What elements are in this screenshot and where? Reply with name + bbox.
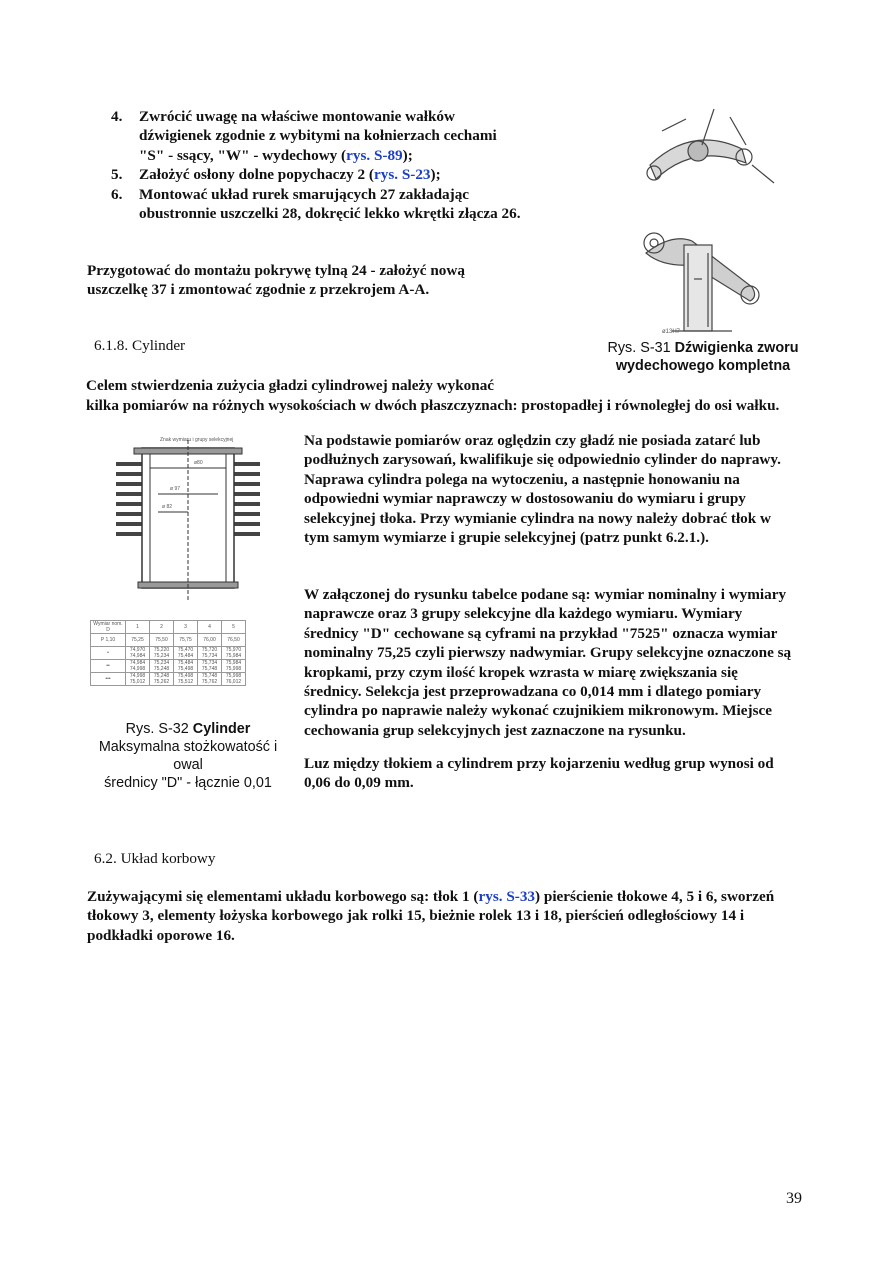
table-cell: 75,734 75,748 [198, 660, 222, 673]
drawing-label: ø13H7 [662, 329, 681, 335]
step-text: Zwrócić uwagę na właściwe montowanie wałków dźwigienek zgodnie z wybitymi na kołnierzach cechami "S" - ssący, "W" - wydechowy ( [139, 108, 497, 164]
table-cell: 75,234 75,248 [150, 660, 174, 673]
cylinder-paragraph-1: Na podstawie pomiarów oraz oględzin czy gładź nie posiada zatarć lub podłużnych zarysowań, kwalifikuje się odpowiednio cylinder do naprawy. Naprawa cylindra polega na wytoczeniu, a następnie honowaniu na odpowiedni wymiar naprawczy w dostosowaniu do wymiaru i grupy selekcyjnej tłoka. Przy wymianie cylindra na nowy należy dobrać tłok w tym samym wymiarze i grupie selekcyjnej (patrz punkt 6.2.1.). [304, 432, 781, 547]
table-cell: 75,498 75,512 [174, 673, 198, 686]
section-heading-crank: 6.2. Układ korbowy [94, 850, 216, 867]
step-text-tail: ); [430, 166, 441, 184]
drawing-note: Znak wymiaru i grupy selekcyjnej [160, 437, 234, 443]
cylinder-paragraph-2: W załączonej do rysunku tabelce podane są: wymiar nominalny i wymiary naprawcze oraz 3 grupy selekcyjne dla każdego wymiaru. Wymiary średnicy "D" cechowane są cyframi na przykład "7525" oznacza wymiar nominalny 75,25 czyli pierwszy nadwymiar. Grupy selekcyjne oznaczone są kropkami, przy czym ilość kropek wzrasta w miarę zwiększania się średnicy. Selekcja jest przeprowadzana co 0,014 mm i dlatego pomiary cylindra po naprawie należy wykonać czujnikiem mikronowym. Miejsce cechowania grup selekcyjnych jest zaznaczone na rysunku. [304, 586, 792, 739]
table-cell: 76,00 [198, 634, 222, 647]
cylinder-paragraph-3: Luz między tłokiem a cylindrem przy kojarzeniu według grup wynosi od 0,06 do 0,09 mm. [304, 755, 774, 792]
table-header-cell: 2 [150, 621, 174, 634]
table-cell: P 1,10 [91, 634, 126, 647]
table-cell: 75,998 76,012 [222, 673, 246, 686]
table-header-cell: 3 [174, 621, 198, 634]
prep-paragraph: Przygotować do montażu pokrywę tylną 24 - założyć nową uszczelkę 37 i zmontować zgodnie z przekrojem A-A. [87, 262, 465, 299]
table-cell: 75,984 75,998 [222, 660, 246, 673]
drawing-dim: ø 82 [162, 504, 173, 510]
caption-line: owal [173, 757, 203, 773]
table-cell: 74,970 74,984 [126, 647, 150, 660]
table-cell: 75,484 75,498 [174, 660, 198, 673]
table-header-cell: Wymiar nom. D [91, 621, 126, 634]
step-text: Założyć osłony dolne popychaczy 2 ( [139, 166, 374, 184]
table-cell: 75,248 75,262 [150, 673, 174, 686]
table-cell: ••• [91, 673, 126, 686]
table-cell: 75,720 75,734 [198, 647, 222, 660]
table-cell: 74,998 75,012 [126, 673, 150, 686]
caption-prefix: Rys. S-31 [607, 340, 675, 356]
cylinder-intro-line1: Celem stwierdzenia zużycia gładzi cylindrowej należy wykonać [86, 377, 495, 394]
table-cell: 75,970 75,984 [222, 647, 246, 660]
step-number: 5. [111, 166, 123, 184]
step-item [111, 165, 523, 184]
table-header-cell: 4 [198, 621, 222, 634]
table-cell: 75,25 [126, 634, 150, 647]
table-cell: 76,50 [222, 634, 246, 647]
step-text: Montować układ rurek smarujących 27 zakładając obustronnie uszczelki 28, dokręcić lekko wkrętki złącza 26. [139, 185, 521, 223]
drawing-dim: ø80 [194, 460, 203, 466]
caption-prefix: Rys. S-32 [125, 721, 193, 737]
table-cell: 75,50 [150, 634, 174, 647]
figure-link[interactable]: rys. S-89 [346, 146, 403, 164]
caption-title: Dźwigienka zworu wydechowego kompletna [615, 340, 799, 374]
cylinder-intro-line2: kilka pomiarów na różnych wysokościach w dwóch płaszczyznach: prostopadłej i równoległej do osi wałku. [86, 397, 780, 414]
page-number: 39 [786, 1190, 802, 1207]
table-row [91, 647, 246, 660]
table-row [91, 673, 246, 686]
step-number: 4. [111, 108, 123, 125]
table-row [91, 634, 246, 647]
table-cell: •• [91, 660, 126, 673]
step-item [111, 107, 523, 165]
table-cell: 75,220 75,234 [150, 647, 174, 660]
step-item [111, 185, 523, 224]
drawing-dim: ø 97 [170, 486, 181, 492]
rocker-arm-drawing [632, 105, 782, 337]
figure-link[interactable]: rys. S-33 [478, 888, 536, 905]
table-cell: 75,748 75,762 [198, 673, 222, 686]
figure-link[interactable]: rys. S-23 [374, 166, 431, 184]
crank-paragraph [87, 887, 777, 945]
section-heading-cylinder: 6.1.8. Cylinder [94, 337, 186, 354]
table-cell: 75,75 [174, 634, 198, 647]
selection-table [90, 620, 246, 686]
figure-s31-caption [596, 339, 810, 375]
step-number: 6. [111, 185, 123, 203]
crank-text-tail: ) pierścienie tłokowe 4, 5 i 6, sworzeń tłokowy 3, elementy łożyska korbowego jak rolki 15, bieżnie rolek 13 i 18, pierścień odległościowy 14 i podkładki oporowe 16. [87, 888, 775, 944]
figure-s32-caption [88, 720, 288, 792]
table-header-row [91, 621, 246, 634]
table-header-cell: 1 [126, 621, 150, 634]
crank-text: Zużywającymi się elementami układu korbowego są: tłok 1 ( [87, 888, 479, 905]
table-cell: • [91, 647, 126, 660]
cylinder-drawing [98, 434, 282, 620]
step-text-tail: ); [402, 146, 413, 164]
table-row [91, 660, 246, 673]
caption-line: średnicy "D" - łącznie 0,01 [104, 775, 272, 791]
table-header-cell: 5 [222, 621, 246, 634]
table-cell: 75,470 75,484 [174, 647, 198, 660]
assembly-steps [111, 107, 523, 223]
caption-line: Maksymalna stożkowatość i [98, 739, 278, 755]
caption-title: Cylinder [192, 721, 251, 737]
table-cell: 74,984 74,998 [126, 660, 150, 673]
